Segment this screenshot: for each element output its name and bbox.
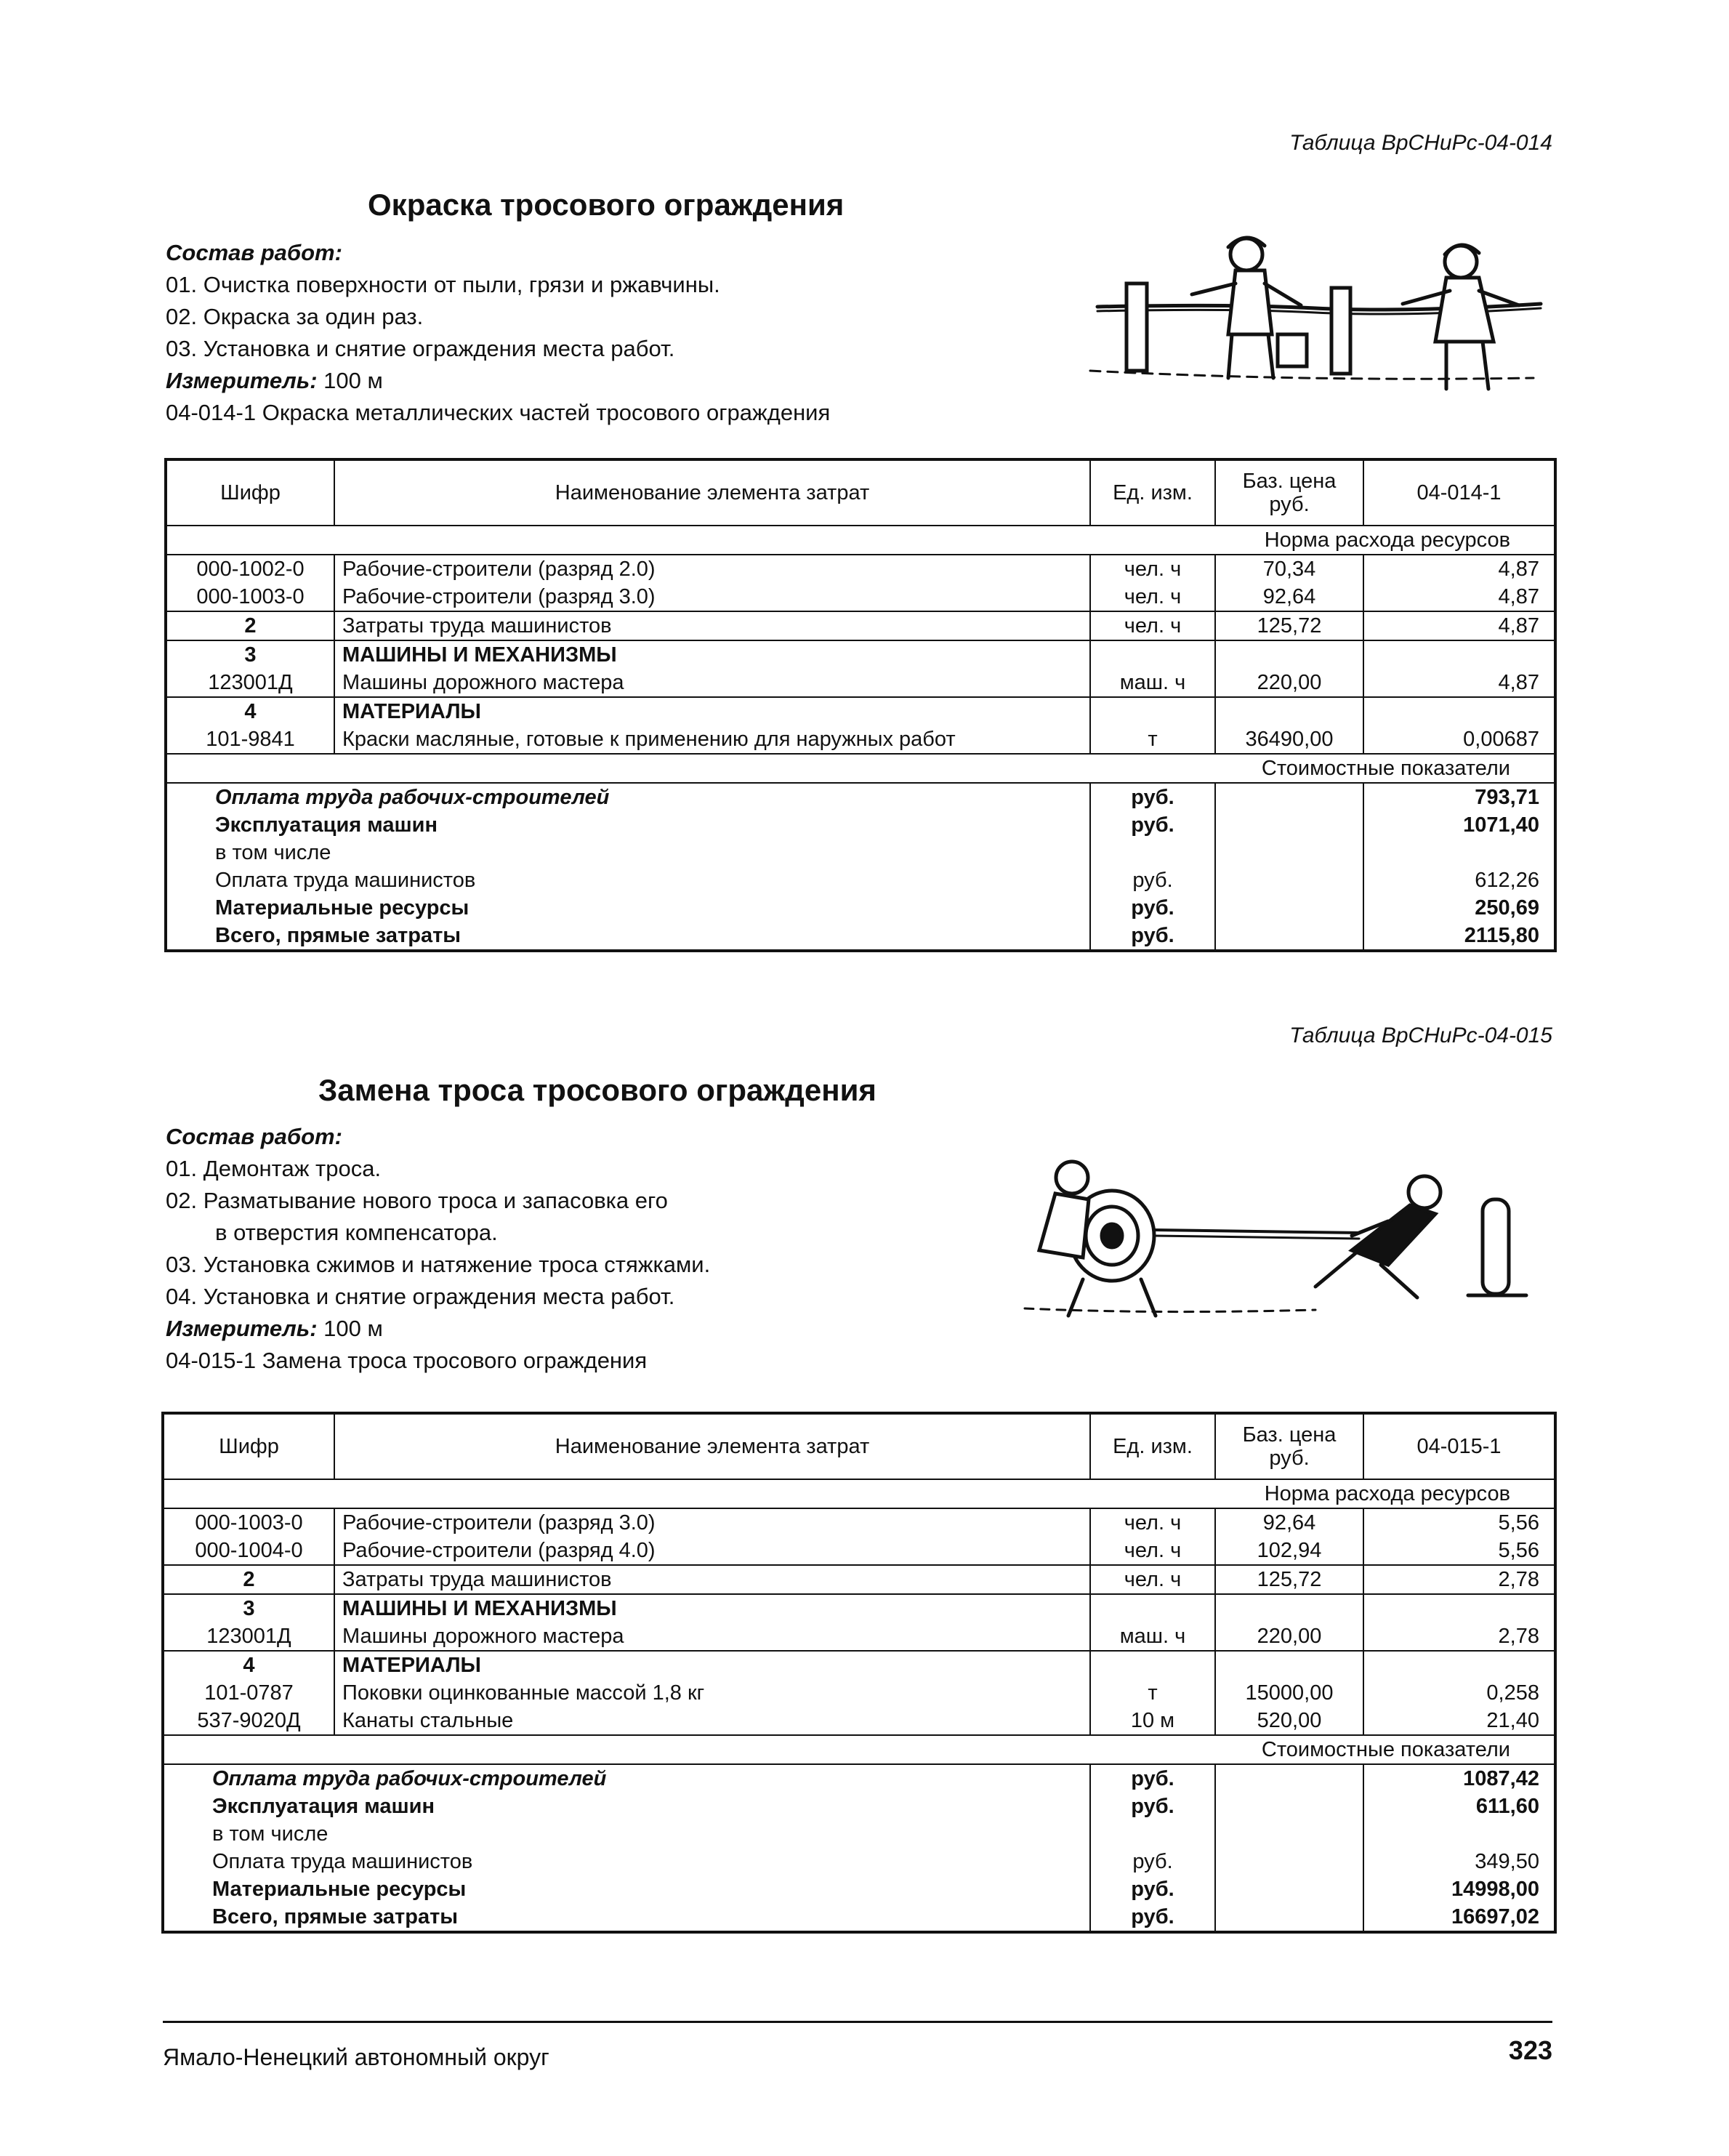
row-name: Затраты труда машинистов <box>334 1565 1090 1594</box>
summary-unit: руб. <box>1090 811 1215 839</box>
row-value <box>1363 1594 1555 1622</box>
row-name: Краски масляные, готовые к применению для наружных работ <box>334 725 1090 754</box>
row-code: 000-1003-0 <box>166 583 334 611</box>
summary-row <box>163 1820 1555 1848</box>
meter-value: 100 м <box>323 1316 383 1341</box>
table-row <box>166 725 1555 754</box>
table-row <box>166 640 1555 669</box>
row-price: 70,34 <box>1215 555 1363 583</box>
row-unit: т <box>1090 725 1215 754</box>
row-name: МАТЕРИАЛЫ <box>334 697 1090 725</box>
summary-row <box>163 1764 1555 1793</box>
row-name: Рабочие-строители (разряд 2.0) <box>334 555 1090 583</box>
row-code: 4 <box>166 697 334 725</box>
summary-empty <box>1215 866 1363 894</box>
row-unit: чел. ч <box>1090 1565 1215 1594</box>
summary-label: Эксплуатация машин <box>166 811 1090 839</box>
row-code: 123001Д <box>163 1622 334 1651</box>
section-title-1: Окраска тросового ограждения <box>368 188 845 222</box>
summary-unit <box>1090 839 1215 866</box>
cost-table-1 <box>164 458 1557 952</box>
summary-row <box>166 894 1555 922</box>
work-heading: Состав работ: <box>166 240 342 265</box>
section-title-2: Замена троса тросового ограждения <box>318 1073 876 1107</box>
header-col: 04-015-1 <box>1363 1413 1555 1479</box>
row-name: Канаты стальные <box>334 1707 1090 1735</box>
summary-label: Оплата труда рабочих-строителей <box>166 783 1090 811</box>
work-heading: Состав работ: <box>166 1124 342 1149</box>
summary-unit <box>1090 1820 1215 1848</box>
row-name: МАШИНЫ И МЕХАНИЗМЫ <box>334 1594 1090 1622</box>
row-unit <box>1090 1651 1215 1679</box>
summary-value: 793,71 <box>1363 783 1555 811</box>
footer-region: Ямало-Ненецкий автономный округ <box>163 2044 549 2070</box>
table-row <box>166 611 1555 640</box>
row-price: 15000,00 <box>1215 1679 1363 1707</box>
summary-value <box>1363 839 1555 866</box>
work-list-2 <box>166 1121 710 1377</box>
row-unit <box>1090 697 1215 725</box>
table-header-row <box>163 1413 1555 1479</box>
summary-label: Всего, прямые затраты <box>166 922 1090 951</box>
summary-row <box>163 1848 1555 1875</box>
item-code: 04-015-1 Замена троса тросового ограждения <box>166 1348 648 1373</box>
row-price: 125,72 <box>1215 611 1363 640</box>
row-unit: т <box>1090 1679 1215 1707</box>
table-row <box>163 1565 1555 1594</box>
summary-row <box>166 839 1555 866</box>
table-row <box>163 1508 1555 1537</box>
row-name: Поковки оцинкованные массой 1,8 кг <box>334 1679 1090 1707</box>
row-unit: чел. ч <box>1090 1508 1215 1537</box>
summary-label: Всего, прямые затраты <box>163 1903 1090 1932</box>
row-code: 000-1004-0 <box>163 1537 334 1565</box>
norm-label: Норма расхода ресурсов <box>166 526 1555 555</box>
summary-value: 250,69 <box>1363 894 1555 922</box>
meter-label: Измеритель: <box>166 368 318 393</box>
row-code: 101-9841 <box>166 725 334 754</box>
row-name: Затраты труда машинистов <box>334 611 1090 640</box>
cost-row <box>163 1735 1555 1764</box>
summary-row <box>166 811 1555 839</box>
table-ref-2: Таблица ВрСНиРс-04-015 <box>1289 1023 1552 1047</box>
row-name: Машины дорожного мастера <box>334 1622 1090 1651</box>
summary-value: 611,60 <box>1363 1793 1555 1820</box>
header-price: Баз. цена руб. <box>1215 1413 1363 1479</box>
meter-line <box>166 1313 710 1345</box>
row-value: 2,78 <box>1363 1622 1555 1651</box>
table-row <box>166 697 1555 725</box>
row-price: 36490,00 <box>1215 725 1363 754</box>
row-code: 3 <box>166 640 334 669</box>
summary-label: Эксплуатация машин <box>163 1793 1090 1820</box>
summary-row <box>163 1793 1555 1820</box>
summary-unit: руб. <box>1090 1903 1215 1932</box>
header-col: 04-014-1 <box>1363 459 1555 526</box>
row-code: 537-9020Д <box>163 1707 334 1735</box>
row-name: МАШИНЫ И МЕХАНИЗМЫ <box>334 640 1090 669</box>
meter-line <box>166 365 830 397</box>
row-unit: чел. ч <box>1090 555 1215 583</box>
summary-row <box>166 783 1555 811</box>
work-list-1 <box>166 237 830 429</box>
item-code: 04-014-1 Окраска металлических частей тросового ограждения <box>166 400 831 425</box>
meter-value: 100 м <box>323 368 383 393</box>
row-unit: чел. ч <box>1090 611 1215 640</box>
row-value: 4,87 <box>1363 611 1555 640</box>
summary-empty <box>1215 1903 1363 1932</box>
row-name: Рабочие-строители (разряд 4.0) <box>334 1537 1090 1565</box>
meter-label: Измеритель: <box>166 1316 318 1341</box>
summary-value: 16697,02 <box>1363 1903 1555 1932</box>
header-unit: Ед. изм. <box>1090 459 1215 526</box>
row-name: МАТЕРИАЛЫ <box>334 1651 1090 1679</box>
row-price: 125,72 <box>1215 1565 1363 1594</box>
table-row <box>163 1622 1555 1651</box>
row-price <box>1215 640 1363 669</box>
summary-unit: руб. <box>1090 1848 1215 1875</box>
row-value: 21,40 <box>1363 1707 1555 1735</box>
summary-unit: руб. <box>1090 922 1215 951</box>
row-price: 102,94 <box>1215 1537 1363 1565</box>
summary-empty <box>1215 1848 1363 1875</box>
summary-row <box>163 1903 1555 1932</box>
table-header-row <box>166 459 1555 526</box>
summary-value: 1071,40 <box>1363 811 1555 839</box>
summary-empty <box>1215 783 1363 811</box>
row-value: 0,258 <box>1363 1679 1555 1707</box>
cost-label: Стоимостные показатели <box>166 754 1555 783</box>
row-value: 0,00687 <box>1363 725 1555 754</box>
summary-empty <box>1215 839 1363 866</box>
table-row <box>166 555 1555 583</box>
row-price <box>1215 697 1363 725</box>
summary-empty <box>1215 1875 1363 1903</box>
work-item: 02. Окраска за один раз. <box>166 304 424 329</box>
row-unit: маш. ч <box>1090 669 1215 697</box>
summary-empty <box>1215 811 1363 839</box>
row-code: 000-1002-0 <box>166 555 334 583</box>
row-price: 92,64 <box>1215 1508 1363 1537</box>
norm-label: Норма расхода ресурсов <box>163 1479 1555 1508</box>
table-row <box>163 1594 1555 1622</box>
work-item: 01. Очистка поверхности от пыли, грязи и ржавчины. <box>166 272 720 297</box>
work-item: 02. Разматывание нового троса и запасовка его <box>166 1188 668 1213</box>
row-value: 2,78 <box>1363 1565 1555 1594</box>
row-price: 520,00 <box>1215 1707 1363 1735</box>
row-unit <box>1090 1594 1215 1622</box>
table-row <box>166 669 1555 697</box>
summary-value: 349,50 <box>1363 1848 1555 1875</box>
summary-empty <box>1215 1764 1363 1793</box>
work-item: 03. Установка сжимов и натяжение троса стяжками. <box>166 1252 711 1277</box>
summary-row <box>163 1875 1555 1903</box>
table-row <box>163 1707 1555 1735</box>
header-code: Шифр <box>163 1413 334 1479</box>
cost-row <box>166 754 1555 783</box>
summary-empty <box>1215 894 1363 922</box>
summary-label: в том числе <box>166 839 1090 866</box>
page-number: 323 <box>1508 2035 1552 2065</box>
summary-unit: руб. <box>1090 783 1215 811</box>
row-value: 4,87 <box>1363 583 1555 611</box>
work-item: в отверстия компенсатора. <box>215 1220 498 1245</box>
table-row <box>163 1651 1555 1679</box>
row-code: 2 <box>163 1565 334 1594</box>
summary-row <box>166 866 1555 894</box>
header-name: Наименование элемента затрат <box>334 1413 1090 1479</box>
row-unit: маш. ч <box>1090 1622 1215 1651</box>
header-price: Баз. цена руб. <box>1215 459 1363 526</box>
row-price: 220,00 <box>1215 1622 1363 1651</box>
summary-label: Оплата труда машинистов <box>163 1848 1090 1875</box>
row-code: 4 <box>163 1651 334 1679</box>
row-code: 000-1003-0 <box>163 1508 334 1537</box>
summary-value: 2115,80 <box>1363 922 1555 951</box>
row-value <box>1363 1651 1555 1679</box>
summary-value: 14998,00 <box>1363 1875 1555 1903</box>
row-value <box>1363 640 1555 669</box>
row-name: Рабочие-строители (разряд 3.0) <box>334 1508 1090 1537</box>
row-code: 3 <box>163 1594 334 1622</box>
cost-label: Стоимостные показатели <box>163 1735 1555 1764</box>
row-unit: 10 м <box>1090 1707 1215 1735</box>
work-item: 03. Установка и снятие ограждения места работ. <box>166 336 675 361</box>
summary-unit: руб. <box>1090 866 1215 894</box>
summary-label: Оплата труда рабочих-строителей <box>163 1764 1090 1793</box>
row-value: 5,56 <box>1363 1508 1555 1537</box>
row-price <box>1215 1594 1363 1622</box>
row-unit <box>1090 640 1215 669</box>
work-item: 04. Установка и снятие ограждения места работ. <box>166 1284 675 1309</box>
summary-label: в том числе <box>163 1820 1090 1848</box>
summary-unit: руб. <box>1090 1793 1215 1820</box>
work-item: 01. Демонтаж троса. <box>166 1156 382 1181</box>
summary-value: 612,26 <box>1363 866 1555 894</box>
header-name: Наименование элемента затрат <box>334 459 1090 526</box>
row-value: 4,87 <box>1363 555 1555 583</box>
row-price: 220,00 <box>1215 669 1363 697</box>
table-row <box>163 1679 1555 1707</box>
row-price <box>1215 1651 1363 1679</box>
summary-value <box>1363 1820 1555 1848</box>
row-unit: чел. ч <box>1090 583 1215 611</box>
summary-unit: руб. <box>1090 894 1215 922</box>
header-unit: Ед. изм. <box>1090 1413 1215 1479</box>
summary-label: Оплата труда машинистов <box>166 866 1090 894</box>
summary-label: Материальные ресурсы <box>163 1875 1090 1903</box>
summary-empty <box>1215 922 1363 951</box>
row-name: Машины дорожного мастера <box>334 669 1090 697</box>
cable-pulling-illustration <box>1010 1141 1563 1323</box>
summary-unit: руб. <box>1090 1764 1215 1793</box>
summary-unit: руб. <box>1090 1875 1215 1903</box>
table-row <box>163 1537 1555 1565</box>
row-code: 123001Д <box>166 669 334 697</box>
row-value: 5,56 <box>1363 1537 1555 1565</box>
row-unit: чел. ч <box>1090 1537 1215 1565</box>
table-row <box>166 583 1555 611</box>
summary-label: Материальные ресурсы <box>166 894 1090 922</box>
summary-value: 1087,42 <box>1363 1764 1555 1793</box>
footer-divider <box>163 2021 1552 2023</box>
row-code: 101-0787 <box>163 1679 334 1707</box>
table-ref-1: Таблица ВрСНиРс-04-014 <box>1289 131 1552 155</box>
cost-table-2 <box>161 1412 1557 1934</box>
norm-row <box>163 1479 1555 1508</box>
row-name: Рабочие-строители (разряд 3.0) <box>334 583 1090 611</box>
row-value: 4,87 <box>1363 669 1555 697</box>
row-price: 92,64 <box>1215 583 1363 611</box>
summary-row <box>166 922 1555 951</box>
painting-workers-illustration <box>1083 225 1548 407</box>
summary-empty <box>1215 1793 1363 1820</box>
summary-empty <box>1215 1820 1363 1848</box>
row-value <box>1363 697 1555 725</box>
norm-row <box>166 526 1555 555</box>
row-code: 2 <box>166 611 334 640</box>
header-code: Шифр <box>166 459 334 526</box>
